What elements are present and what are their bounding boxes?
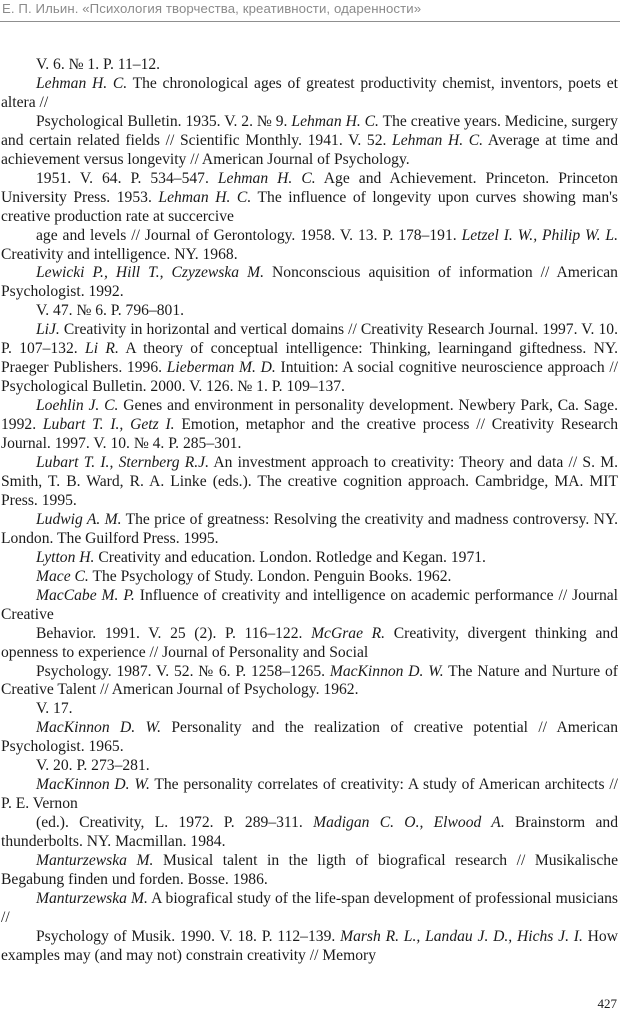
entry-text: An investment approach to creativity: Theory and data // S. M. Smith, T. B. Ward, R. A. Linke (eds.). The creative cognition approach. Cambridge, MA. MIT Press. 1995. xyxy=(1,454,618,509)
bibliography-entry xyxy=(1,56,618,75)
entry-author: Manturzewska M. xyxy=(36,852,154,870)
entry-text: V. 47. № 6. P. 796–801. xyxy=(36,302,185,320)
entry-text: V. 20. P. 273–281. xyxy=(36,757,150,775)
entry-text: Emotion, metaphor and the creative process // Creativity Research Journal. 1997. V. 10. № 4. P. 285–301. xyxy=(1,416,618,453)
entry-text: Intuition: A social cognitive neuroscience approach // Psychological Bulletin. 2000. V. 126. № 1. P. 109–137. xyxy=(1,359,619,396)
entry-author: MacKinnon D. W. xyxy=(36,719,161,737)
entry-author: Marsh R. L., Landau J. D., Hichs J. I. xyxy=(340,927,583,945)
bibliography-entry xyxy=(1,928,618,966)
entry-author: Lubart T. I., Sternberg R.J. xyxy=(36,454,209,472)
header-rule xyxy=(0,21,620,22)
entry-text: Genes and environment in personality development. Newbery Park, Ca. Sage. 1992. xyxy=(1,397,618,434)
entry-author: Li R. xyxy=(85,340,119,358)
entry-text: How examples may (and may not) constrain creativity // Memory xyxy=(1,927,618,964)
entry-text: The Psychology of Study. London. Penguin Books. 1962. xyxy=(88,567,452,585)
bibliography-entry xyxy=(1,568,618,587)
bibliography-entry xyxy=(1,757,618,776)
entry-text: Psychological Bulletin. 1935. V. 2. № 9. xyxy=(36,112,292,130)
entry-text: A theory of conceptual intelligence: Thinking, learningand giftedness. NY. Praeger Publishers. 1996. xyxy=(1,340,618,377)
bibliography-entry xyxy=(1,776,618,814)
bibliography-entry xyxy=(1,663,618,701)
running-head: Е. П. Ильин. «Психология творчества, креативности, одаренности» xyxy=(2,1,422,16)
entry-text: Influence of creativity and intelligence on academic performance // Journal Creative xyxy=(1,586,618,623)
entry-text: Creativity, divergent thinking and openness to experience // Journal of Personality and Social xyxy=(1,624,619,661)
entry-text: The personality correlates of creativity: A study of American architects // P. E. Vernon xyxy=(1,776,618,813)
entry-text: Personality and the realization of creative potential // American Psychologist. 1965. xyxy=(1,719,618,756)
entry-text: 1951. V. 64. P. 534–547. xyxy=(36,169,218,187)
entry-author: Lewicki P., Hill T., Czyzewska M. xyxy=(36,264,265,282)
entry-author: McGrae R. xyxy=(311,624,386,642)
entry-text: Nonconscious aquisition of information // American Psychologist. 1992. xyxy=(1,264,618,301)
entry-author: MacKinnon D. W. xyxy=(329,662,444,680)
bibliography-list xyxy=(1,56,618,966)
bibliography-entry xyxy=(1,549,618,568)
bibliography-entry xyxy=(1,719,618,757)
bibliography-entry xyxy=(1,587,618,625)
bibliography-entry xyxy=(1,170,618,227)
bibliography-entry xyxy=(1,511,618,549)
bibliography-entry xyxy=(1,227,618,265)
entry-text: A biografical study of the life-span development of professional musicians // xyxy=(1,889,618,926)
entry-author: Lehman H. C. xyxy=(392,131,484,149)
entry-author: MacKinnon D. W. xyxy=(36,776,150,794)
entry-text: age and levels // Journal of Gerontology. 1958. V. 13. P. 178–191. xyxy=(36,226,462,244)
entry-author: Lehman H. C. xyxy=(158,188,252,206)
entry-text: The Nature and Nurture of Creative Talent // American Journal of Psychology. 1962. xyxy=(1,662,618,699)
entry-author: Lehman H. C. xyxy=(291,112,379,130)
bibliography-entry xyxy=(1,75,618,113)
entry-author: Lehman H. C. xyxy=(36,74,128,92)
entry-author: Ludwig A. M. xyxy=(36,510,122,528)
entry-text: The chronological ages of greatest productivity chemist, inventors, poets et altera // xyxy=(1,74,618,111)
entry-text: V. 17. xyxy=(36,700,73,718)
entry-text: The influence of longevity upon curves showing man's creative production rate at succercive xyxy=(1,188,618,225)
entry-author: Letzel I. W., Philip W. L. xyxy=(461,226,618,244)
entry-text: Average at time and achievement versus longevity // American Journal of Psychology. xyxy=(1,131,618,168)
bibliography-entry xyxy=(1,890,618,928)
entry-author: LiJ. xyxy=(36,321,60,339)
entry-text: Behavior. 1991. V. 25 (2). P. 116–122. xyxy=(36,624,312,642)
bibliography-entry xyxy=(1,302,618,321)
entry-text: Brainstorm and thunderbolts. NY. Macmillan. 1984. xyxy=(1,814,618,851)
entry-text: (ed.). Creativity, L. 1972. P. 289–311. xyxy=(36,814,314,832)
entry-text: Musical talent in the ligth of biografical research // Musikalische Begabung finden und forden. Bosse. 1986. xyxy=(1,852,618,888)
page-number: 427 xyxy=(597,996,617,1011)
bibliography-entry xyxy=(1,321,618,397)
bibliography-entry xyxy=(1,700,618,719)
entry-text: V. 6. № 1. P. 11–12. xyxy=(36,56,161,73)
entry-author: Lubart T. I., Getz I. xyxy=(42,416,175,434)
bibliography-entry xyxy=(1,625,618,663)
entry-author: Lieberman M. D. xyxy=(166,359,276,377)
bibliography-entry xyxy=(1,454,618,511)
entry-author: Lytton H. xyxy=(36,548,95,566)
entry-author: Lehman H. C. xyxy=(217,169,316,187)
entry-author: Madigan C. O., Elwood A. xyxy=(313,814,505,832)
entry-author: MacCabe M. P. xyxy=(36,586,135,604)
entry-text: Age and Achievement. Princeton. Princeton University Press. 1953. xyxy=(1,169,618,206)
entry-text: Creativity in horizontal and vertical domains // Creativity Research Journal. 1997. V. 10. P. 107–132. xyxy=(1,321,618,358)
bibliography-entry xyxy=(1,397,618,454)
entry-text: The creative years. Medicine, surgery and certain related fields // Scientific Monthly. 1941. V. 52. xyxy=(1,112,618,149)
entry-text: The price of greatness: Resolving the creativity and madness controversy. NY. London. The Guilford Press. 1995. xyxy=(1,510,619,547)
entry-text: Creativity and intelligence. NY. 1968. xyxy=(1,245,238,263)
bibliography-entry xyxy=(1,113,618,170)
entry-author: Mace C. xyxy=(36,567,89,585)
entry-text: Psychology. 1987. V. 52. № 6. P. 1258–1265. xyxy=(36,662,330,680)
bibliography-entry xyxy=(1,814,618,852)
entry-author: Loehlin J. C. xyxy=(36,397,119,415)
entry-text: Psychology of Musik. 1990. V. 18. P. 112–139. xyxy=(36,927,341,945)
entry-text: Creativity and education. London. Rotledge and Kegan. 1971. xyxy=(94,548,486,566)
entry-author: Manturzewska M. xyxy=(36,889,148,907)
bibliography-entry xyxy=(1,264,618,302)
bibliography-entry xyxy=(1,852,618,890)
